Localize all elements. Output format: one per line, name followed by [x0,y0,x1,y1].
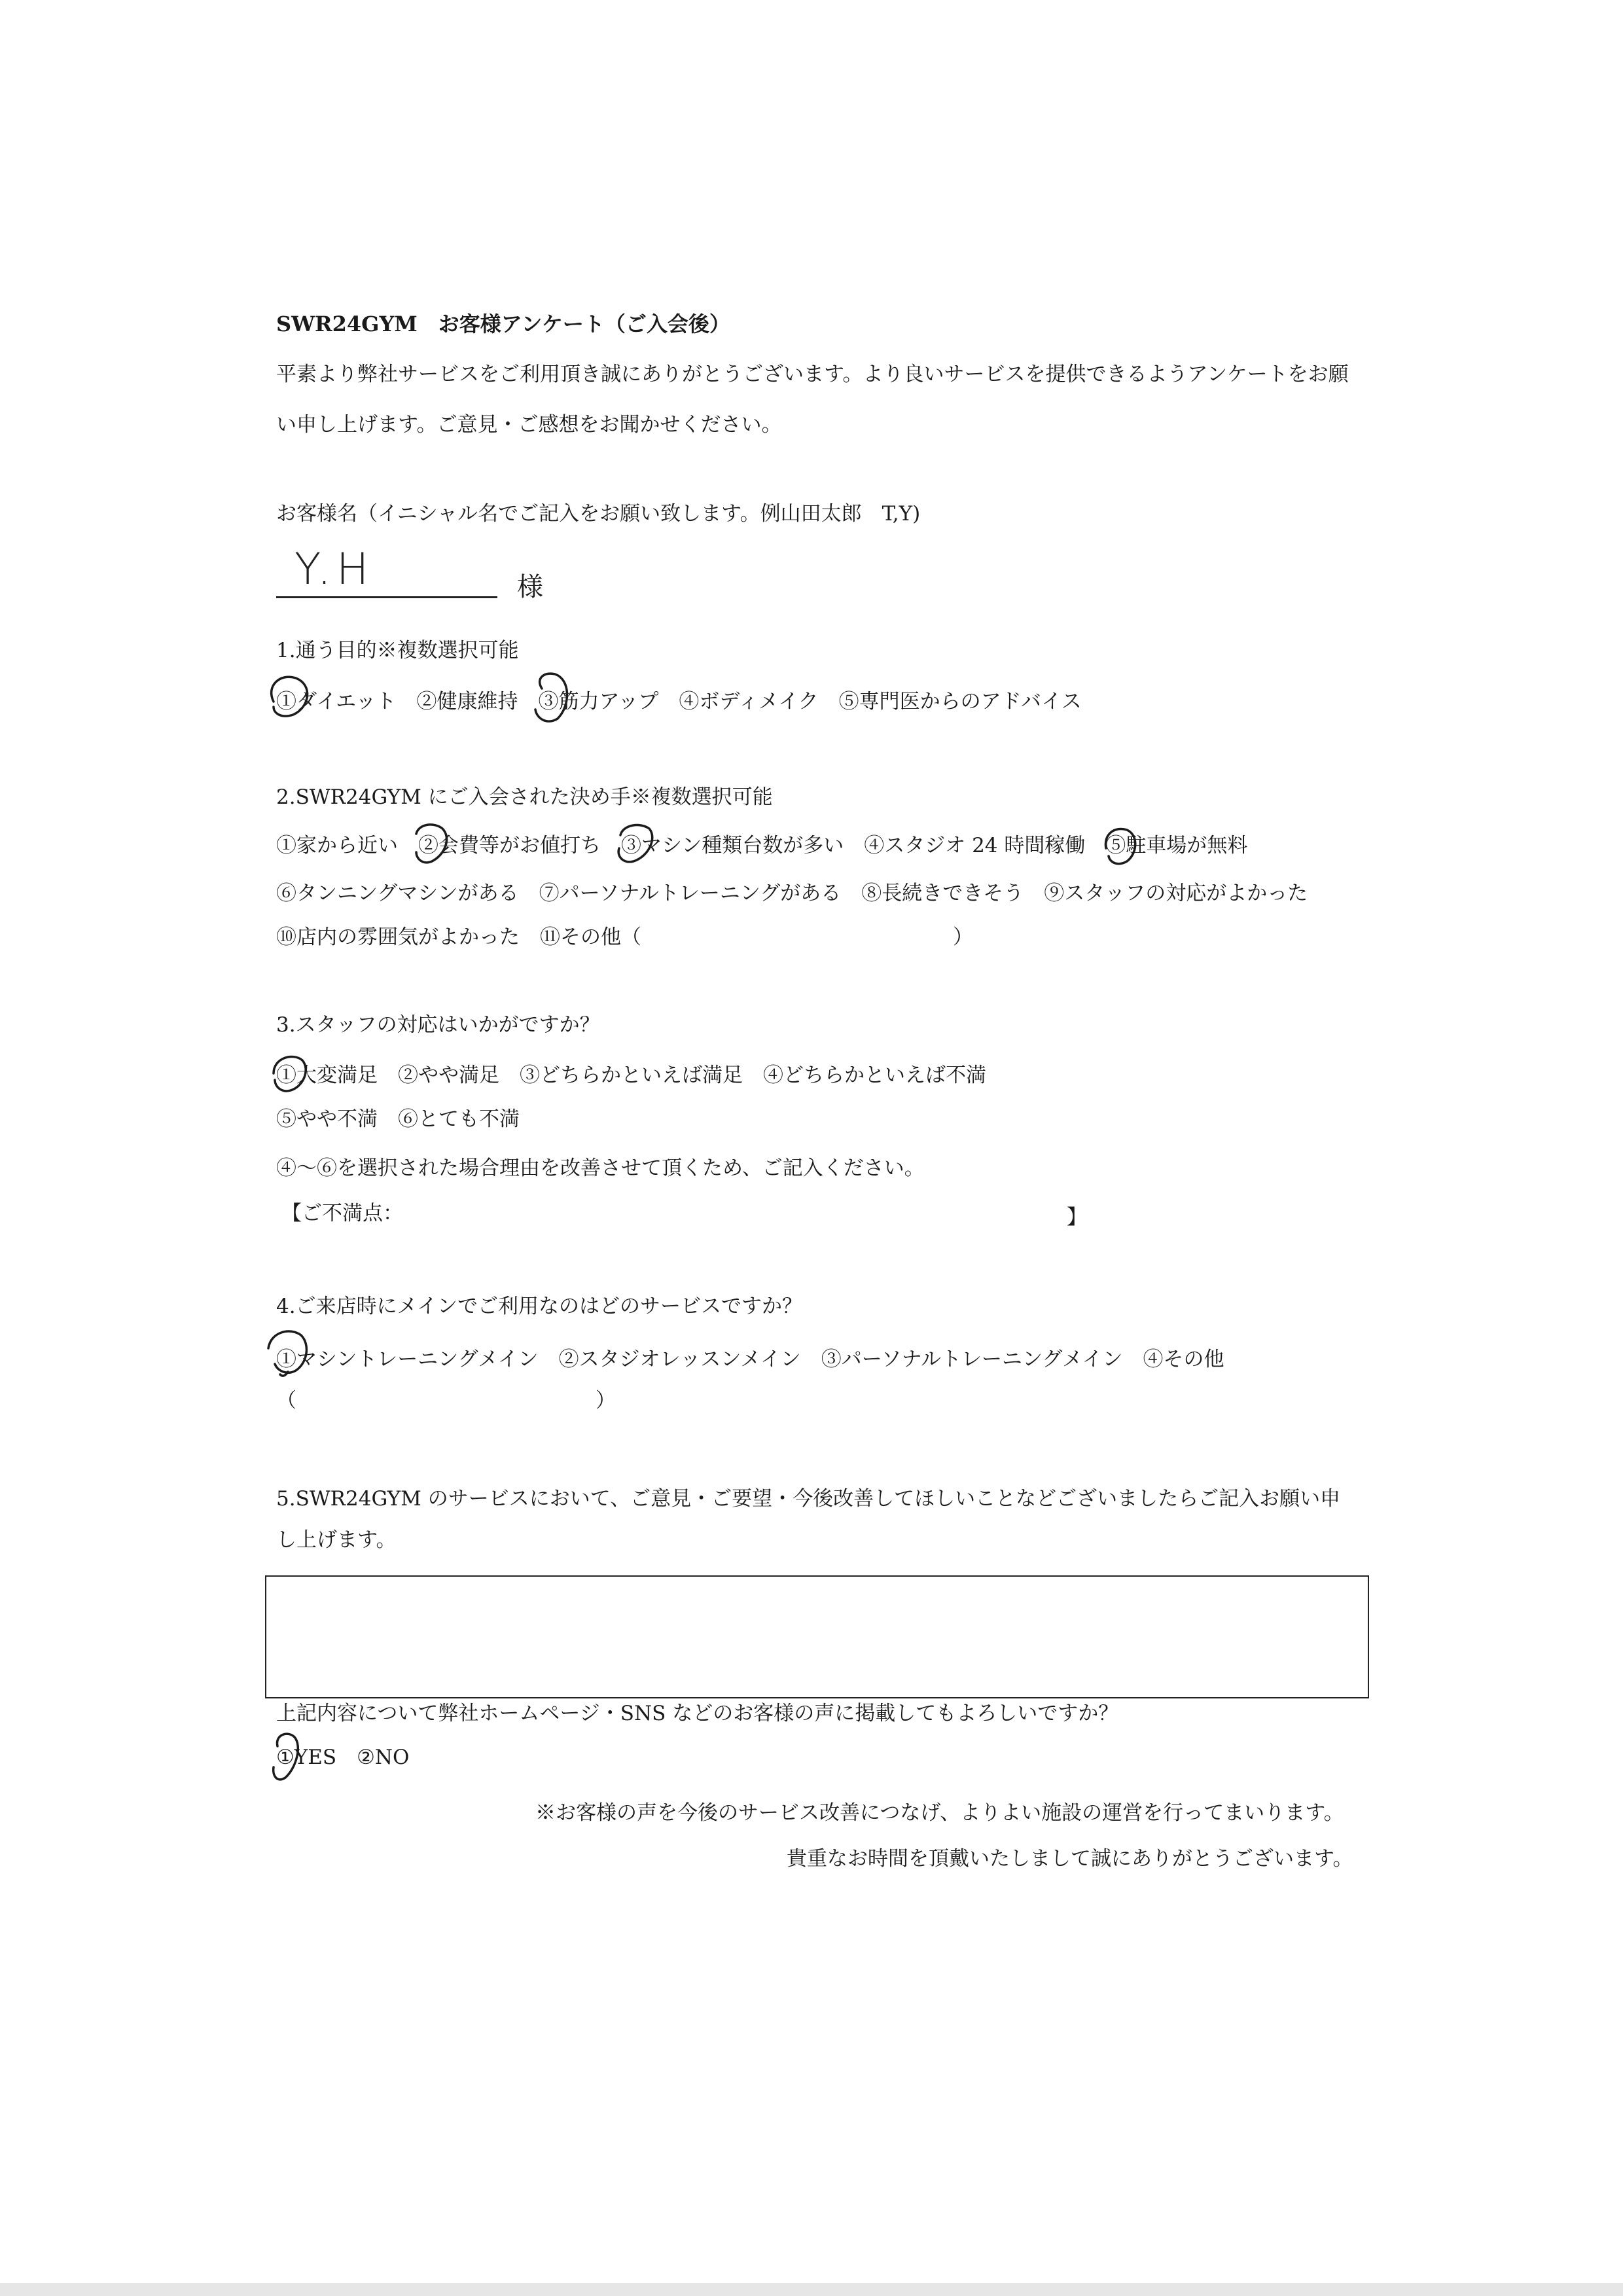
q2-options-row-1[interactable]: ①家から近い ②会費等がお値打ち ③マシン種類台数が多い ④スタジオ 24 時間稼働 ⑤駐車場が無料 [276,834,1248,857]
name-value[interactable]: Y.H [294,544,374,594]
scan-bottom-edge [0,2283,1623,2296]
q2-options-row-2[interactable]: ⑥タンニングマシンがある ⑦パーソナルトレーニングがある ⑧長続きできそう ⑨スタッフの対応がよかった [276,882,1308,905]
q3-complaint-label: 【ご不満点： [281,1202,403,1225]
name-suffix: 様 [517,572,543,602]
q5-question-line-1: 5.SWR24GYM のサービスにおいて、ご意見・ご要望・今後改善してほしいことなどございましたらご記入お願い申 [276,1487,1341,1511]
q3-complaint-close: 】 [1067,1206,1087,1229]
q3-note: ④～⑥を選択された場合理由を改善させて頂くため、ご記入ください。 [276,1157,925,1180]
q4-other-open: （ [276,1389,296,1412]
q5-question-line-2: し上げます。 [276,1528,397,1552]
intro-line-1: 平素より弊社サービスをご利用頂き誠にありがとうございます。より良いサービスを提供できるようアンケートをお願 [276,363,1349,386]
q1-question: 1.通う目的※複数選択可能 [276,639,519,662]
consent-options[interactable]: ①YES ②NO [276,1746,410,1769]
q2-options-row-3[interactable]: ⑩店内の雰囲気がよかった ⑪その他（ [276,925,641,949]
name-label: お客様名（イニシャル名でご記入をお願い致します。例山田太郎 T,Y) [276,502,921,526]
q4-other-close: ） [596,1389,616,1412]
q2-other-close: ） [953,925,973,949]
q4-options[interactable]: ①マシントレーニングメイン ②スタジオレッスンメイン ③パーソナルトレーニングメイン ④その他 [276,1348,1224,1371]
q4-question: 4.ご来店時にメインでご利用なのはどのサービスですか？ [276,1295,802,1318]
name-underline [276,596,497,598]
q5-answer-box[interactable] [265,1575,1369,1698]
consent-question: 上記内容について弊社ホームページ・SNS などのお客様の声に掲載してもよろしいですか？ [276,1702,1119,1725]
q1-options[interactable]: ①ダイエット ②健康維持 ③筋力アップ ④ボディメイク ⑤専門医からのアドバイス [276,690,1082,713]
q2-question: 2.SWR24GYM にご入会された決め手※複数選択可能 [276,785,773,809]
q3-options-row-1[interactable]: ①大変満足 ②やや満足 ③どちらかといえば満足 ④どちらかといえば不満 [276,1064,986,1087]
q3-question: 3.スタッフの対応はいかがですか？ [276,1013,600,1037]
footer-line-2: 貴重なお時間を頂戴いたしまして誠にありがとうございます。 [787,1847,1353,1871]
q3-options-row-2[interactable]: ⑤やや不満 ⑥とても不満 [276,1107,520,1131]
intro-line-2: い申し上げます。ご意見・ご感想をお聞かせください。 [276,413,782,437]
form-title: SWR24GYM お客様アンケート（ご入会後） [276,312,730,336]
footer-line-1: ※お客様の声を今後のサービス改善につなげ、よりよい施設の運営を行ってまいります。 [535,1801,1344,1825]
